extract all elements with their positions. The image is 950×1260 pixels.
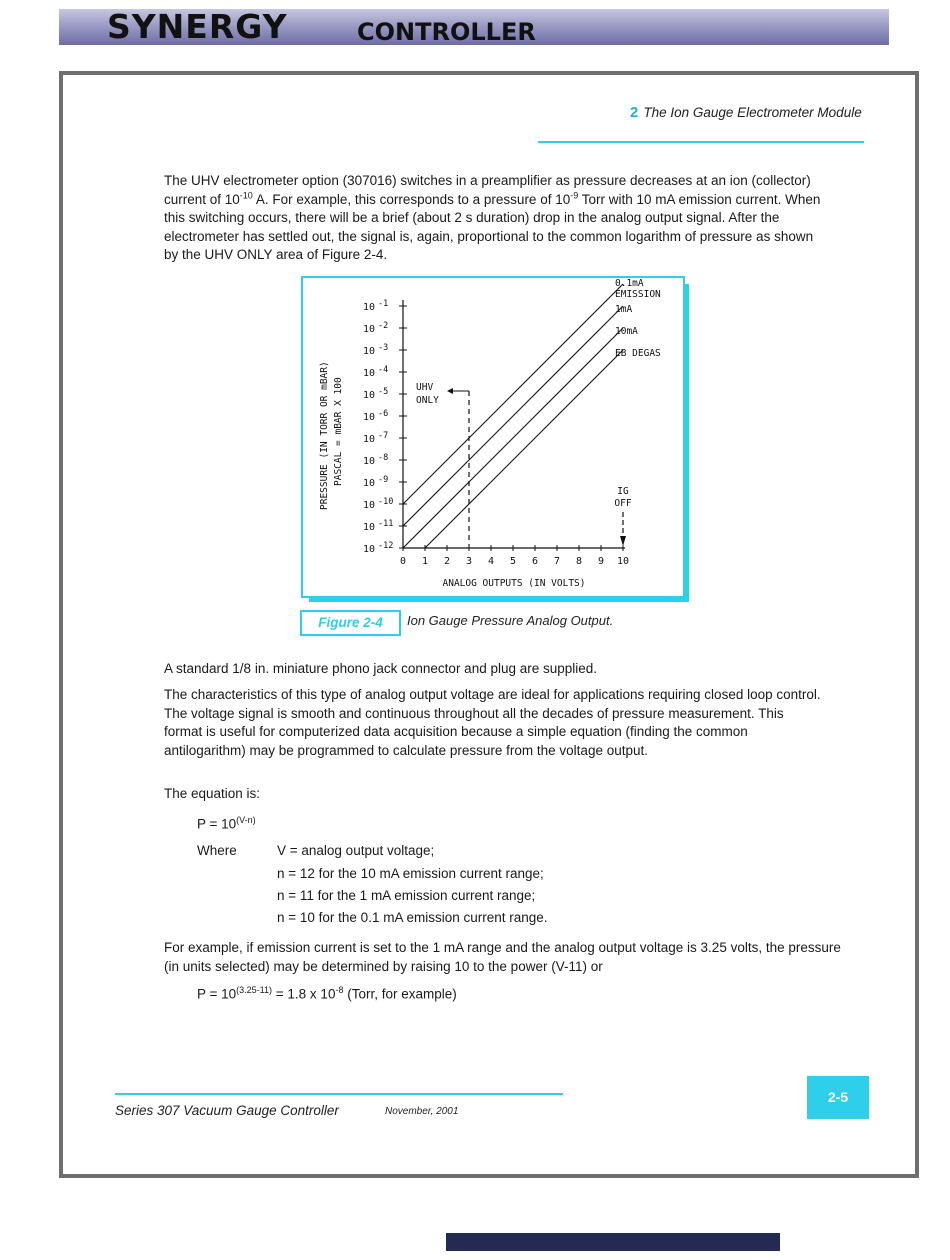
figure-label-box xyxy=(300,610,401,636)
section-title: The Ion Gauge Electrometer Module xyxy=(643,105,862,120)
y-axis-label: PRESSURE (IN TORR OR mBAR) xyxy=(319,361,330,510)
brand-synergy: SYNERGY xyxy=(107,7,288,46)
paragraph-example: For example, if emission current is set to the 1 mA range and the analog output voltage is 3.25 volts, the pressure (in units selected) may be determined by raising 10 to the power (V-11) or xyxy=(164,940,841,974)
paragraph-equation-intro: The equation is: xyxy=(164,786,261,801)
series-line xyxy=(403,328,623,548)
figure-label: Figure 2-4 xyxy=(318,615,383,630)
x-tick-label: 10 xyxy=(616,556,630,567)
series-label: 0.1mA xyxy=(615,278,644,289)
equation-def-n10: n = 10 for the 0.1 mA emission current range. xyxy=(277,910,548,925)
y-tick-label: 10 $^{-8}$ xyxy=(363,453,389,467)
figure-box xyxy=(301,276,685,598)
paragraph-characteristics: The characteristics of this type of analog output voltage are ideal for applications requiring closed loop control. The voltage signal is smooth and continuous throughout all the decades of pressure measurement. This format is useful for computerized data acquisition because a simple equation (finding the common antilogarithm) may be programmed to calculate pressure from the voltage output. xyxy=(164,687,821,758)
example-exponent-2: -8 xyxy=(335,985,344,995)
y-tick-label: 10 $^{-9}$ xyxy=(363,475,389,489)
paragraph-connector: A standard 1/8 in. miniature phono jack connector and plug are supplied. xyxy=(164,661,598,676)
equation-lhs: P = 10 xyxy=(197,816,237,832)
x-tick-label: 2 xyxy=(443,556,451,567)
series-label: 10mA xyxy=(615,326,638,337)
uhv-label-2: ONLY xyxy=(416,395,439,406)
example-exponent-1: (3.25-11) xyxy=(236,985,273,995)
y-tick-label: 10 $^{-12}$ xyxy=(363,541,394,555)
para1-text-2: A. For example, this corresponds to a pressure of 10 xyxy=(252,191,571,207)
example-mid: = 1.8 x 10 xyxy=(272,986,336,1002)
series-line xyxy=(403,306,623,526)
y-tick-label: 10 $^{-10}$ xyxy=(363,497,394,511)
x-tick-label: 5 xyxy=(509,556,517,567)
series-label: EB DEGAS xyxy=(615,348,661,359)
equation-def-n11: n = 11 for the 1 mA emission current range; xyxy=(277,888,536,903)
equation-exponent: (V-n) xyxy=(236,815,256,825)
x-tick-label: 3 xyxy=(465,556,473,567)
section-rule xyxy=(538,141,864,143)
y-tick-label: 10 $^{-6}$ xyxy=(363,409,389,423)
series-label-2: EMISSION xyxy=(615,289,661,300)
equation-example xyxy=(197,985,457,1002)
x-axis-label: ANALOG OUTPUTS (IN VOLTS) xyxy=(442,578,586,589)
x-tick-label: 1 xyxy=(421,556,429,567)
series-line xyxy=(425,350,623,548)
uhv-arrow-head xyxy=(447,388,453,394)
figure-caption: Ion Gauge Pressure Analog Output. xyxy=(407,613,614,628)
pressure-chart xyxy=(303,278,683,596)
equation-main xyxy=(197,815,256,832)
para1-text-3: Torr with 10 mA emission current. When this switching occurs, there will be a brief (about 2 s duration) drop in the analog output signal. After the electrometer has settled out, the signal is, again, proportional to the common logarithm of pressure as shown by the UHV ONLY area of Figure 2-4. xyxy=(164,191,821,262)
header-banner xyxy=(59,9,889,45)
ig-off-label-2: OFF xyxy=(614,498,632,509)
y-tick-label: 10 $^{-1}$ xyxy=(363,299,389,313)
y-tick-label: 10 $^{-7}$ xyxy=(363,431,389,445)
bottom-bar xyxy=(446,1233,780,1251)
y-axis-label-secondary: PASCAL = mBAR X 100 xyxy=(333,377,344,486)
footer-rule xyxy=(115,1093,563,1095)
series-label: 1mA xyxy=(615,304,633,315)
para1-sup-2: -9 xyxy=(570,190,579,200)
equation-def-n12: n = 12 for the 10 mA emission current range; xyxy=(277,866,544,881)
y-tick-label: 10 $^{-2}$ xyxy=(363,321,389,335)
footer-date: November, 2001 xyxy=(385,1106,459,1117)
para1-text-1: The UHV electrometer option (307016) switches in a preamplifier as pressure decreases at an ion (collector) current of 10 xyxy=(164,173,811,207)
y-tick-label: 10 $^{-5}$ xyxy=(363,387,389,401)
x-tick-label: 7 xyxy=(553,556,561,567)
footer-title: Series 307 Vacuum Gauge Controller xyxy=(115,1103,339,1118)
section-number: 2 xyxy=(630,104,639,121)
x-tick-label: 9 xyxy=(597,556,605,567)
brand-controller: CONTROLLER xyxy=(357,18,536,46)
x-tick-label: 8 xyxy=(575,556,583,567)
page-number-badge: 2-5 xyxy=(807,1076,869,1119)
equation-where: Where xyxy=(197,843,237,858)
para1-sup-1: -10 xyxy=(239,190,253,200)
ig-off-label: IG xyxy=(617,486,629,497)
x-tick-label: 6 xyxy=(531,556,539,567)
uhv-label: UHV xyxy=(416,382,434,393)
y-tick-label: 10 $^{-3}$ xyxy=(363,343,389,357)
example-lhs: P = 10 xyxy=(197,986,237,1002)
paragraph-uhv-option xyxy=(164,172,824,265)
x-tick-label: 0 xyxy=(399,556,407,567)
example-rhs: (Torr, for example) xyxy=(343,986,457,1002)
section-heading xyxy=(630,104,862,121)
series-line xyxy=(403,284,623,504)
x-tick-label: 4 xyxy=(487,556,495,567)
y-tick-label: 10 $^{-4}$ xyxy=(363,365,389,379)
y-tick-label: 10 $^{-11}$ xyxy=(363,519,394,533)
ig-off-arrow-head xyxy=(620,536,626,546)
equation-def-v: V = analog output voltage; xyxy=(277,843,435,858)
